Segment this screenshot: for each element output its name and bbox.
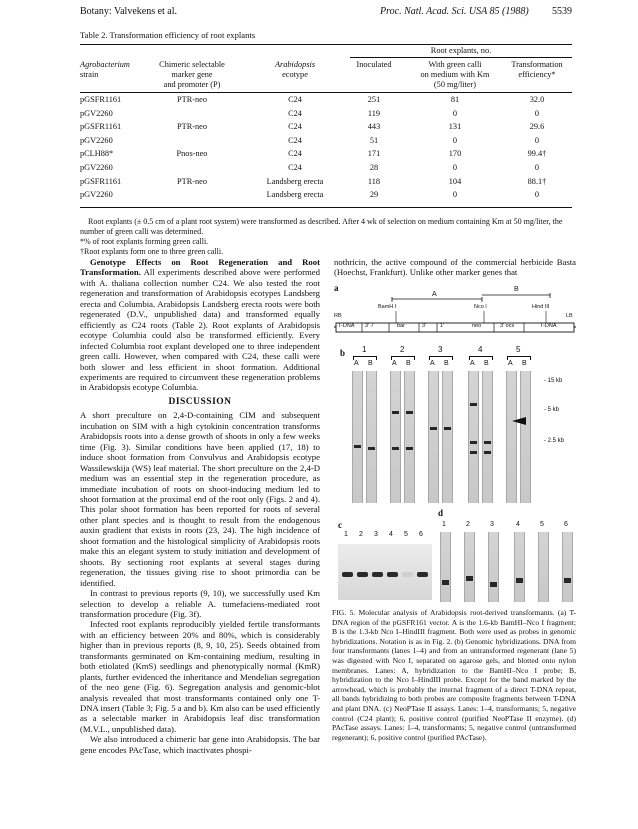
paragraph-discussion-4: We also introduced a chimeric bar gene into Arabidopsis. The bar gene encodes PAcTase, which inactivates phospi-	[80, 734, 320, 755]
table-cell: 170	[448, 149, 462, 159]
table-group-rule	[350, 57, 572, 58]
lane-probe-label: B	[522, 360, 527, 367]
pactase-spot	[564, 578, 571, 583]
pactase-lane-label: 5	[540, 521, 544, 528]
lane-probe-label: A	[354, 360, 359, 367]
blot-lane	[390, 371, 401, 503]
table-footnote-dagger: †Root explants form one to three green calli.	[80, 247, 224, 256]
table-cell: 81	[450, 95, 460, 104]
pactase-lane	[440, 532, 451, 602]
marker-2-5kb: - 2.5 kb	[544, 438, 565, 444]
figure-panel-a	[334, 285, 576, 343]
section-heading-discussion: DISCUSSION	[168, 396, 232, 407]
table-row	[80, 177, 572, 187]
panel-d-label: d	[438, 508, 444, 518]
table-cell: 88.1†	[527, 176, 547, 186]
panel-a-label: a	[334, 283, 339, 293]
paragraph-genotype: Genotype Effects on Root Regeneration and Root Transformation. All experiments described above were performed with A. thaliana collection number C24. We also tested the root regeneration and transformation of Arabidopsis ecotypes Landsberg erecta and Columbia. Arabidopsis Landsberg erecta roots were both regenerated (D.V., unpublished data) and transformed equally efficiently as C24 roots (Table 2). Root explants of Arabidopsis ecotype Columbia could also be transformed efficiently. Every infected Columbia root explant developed one to three independent green calli. However, when compared with C24, these calli were both slower and less efficient in shoot formation. Additional experiments are required to circumvent these regeneration problems in Arabidopsis ecotype Columbia.	[80, 257, 320, 393]
blot-band	[470, 403, 477, 406]
table-cell: 104	[448, 176, 462, 186]
paragraph-continued: nothricin, the active compound of the commercial herbicide Basta (Hoechst, Frankfurt). Unlike other marker genes that	[334, 257, 576, 278]
assay-lane-label: 2	[359, 531, 363, 538]
col-header-strain: Agrobacterium strain	[80, 60, 130, 79]
tdna-map	[334, 285, 576, 343]
table-cell: pGV2260	[80, 163, 113, 172]
blot-lane	[428, 371, 439, 503]
table-cell: 0	[452, 135, 458, 145]
table-row	[80, 190, 572, 200]
pactase-spot	[466, 576, 473, 581]
fragment-a-label: A	[432, 291, 437, 298]
pactase-spot	[490, 582, 497, 587]
segment-3-7: 3' 7	[365, 323, 374, 329]
pactase-lane	[538, 532, 549, 602]
pactase-lane-label: 4	[516, 521, 520, 528]
blot-band	[368, 447, 375, 450]
lane-group-label: 3	[438, 345, 443, 354]
paragraph-discussion-2: In contrast to previous reports (9, 10), we successfully used Km selection to develop a reliable A. tumefaciens-mediated root transformation procedure (Fig. 3f).	[80, 588, 320, 619]
pactase-lane-label: 6	[564, 521, 568, 528]
table-row	[80, 122, 572, 132]
table-cell: 443	[367, 122, 381, 132]
segment-tdna-left: T-DNA	[338, 323, 355, 329]
table-cell: pGSFR1161	[80, 95, 122, 104]
lane-probe-label: B	[406, 360, 411, 367]
segment-tdna-right: T-DNA	[540, 323, 557, 329]
assay-lane-label: 5	[404, 531, 408, 538]
table-notes	[80, 217, 576, 257]
marker-15kb: - 15 kb	[544, 378, 563, 384]
panel-b-label: b	[340, 348, 346, 358]
table-header-rule	[80, 92, 572, 93]
table-cell: pGV2260	[80, 135, 113, 145]
table-cell: Landsberg erecta	[266, 176, 324, 186]
blot-lane	[482, 371, 493, 503]
assay-lane-label: 1	[344, 531, 348, 538]
table-cell: 0	[534, 135, 540, 145]
blot-lane	[404, 371, 415, 503]
lane-group-label: 4	[478, 345, 483, 354]
pactase-spot	[516, 578, 523, 583]
pactase-lane	[488, 532, 499, 602]
table-cell: PTR-neo	[177, 122, 207, 132]
blot-band	[484, 451, 491, 454]
lane-probe-label: B	[368, 360, 373, 367]
bamhi-site: BamH I	[378, 304, 397, 310]
right-column	[334, 257, 576, 278]
blot-band	[392, 411, 399, 414]
assay-lane-label: 6	[419, 531, 423, 538]
table-cell: Landsberg erecta	[266, 190, 324, 200]
assay-spot	[387, 572, 398, 577]
segment-bar: bar	[397, 323, 405, 329]
table-cell: C24	[288, 163, 302, 172]
neoptase-assay-image	[338, 544, 432, 600]
table-row	[80, 95, 572, 105]
blot-lane	[352, 371, 363, 503]
figure-panel-b	[334, 345, 576, 505]
table-cell: 171	[367, 149, 381, 159]
lane-group-label: 5	[516, 345, 521, 354]
table-cell: 0	[534, 190, 540, 200]
panel-c-label: c	[338, 520, 342, 530]
pactase-lane	[562, 532, 573, 602]
table-note: Root explants (± 0.5 cm of a plant root system) were transformed as described. After 4 wk of selection on medium containing Km at 50 mg/liter, the number of green calli was determined.	[80, 217, 563, 236]
table-cell: 29.6	[529, 122, 545, 132]
pactase-lane	[464, 532, 475, 602]
blot-lane	[442, 371, 453, 503]
table-cell: 28	[369, 163, 379, 172]
blot-lane	[520, 371, 531, 503]
paragraph-discussion-1: A short preculture on 2,4-D-containing CIM and subsequent incubation on SIM with a high cytokinin concentration transforms Arabidopsis roots into a dense growth of shoots in only a few weeks time (Fig. 3). Similar conditions have been applied (17, 18) to induce shoot formation from Convulvus and Arabidopsis ecotype Wassilewskija (WS) leaf material. The short preculture on the 2,4-D medium was an essential step in the regeneration procedure, as immediate incubation of roots on shoot-inducing medium led to shoot formation at the proximal end of the root only (Figs. 2 and 4). This polar shoot formation has been reported for roots of several other plant species and is thought to result from the endogenous auxin gradient that exists in roots (23, 24). The high incidence of shoot formation and the histological simplicity of Arabidopsis roots make this an elegant system to study initiation and development of shoots. By sectioning root explants at several stages during regeneration, the tissues giving rise to shoot primordia can be identified.	[80, 410, 320, 588]
blot-band	[470, 451, 477, 454]
col-header-marker: Chimeric selectable marker gene and promoter (P)	[159, 60, 225, 89]
blot-band	[444, 427, 451, 430]
running-header	[80, 6, 572, 20]
segment-neo: neo	[472, 323, 482, 329]
col-header-ecotype: Arabidopsis ecotype	[274, 60, 316, 79]
assay-spot	[357, 572, 368, 577]
blot-band	[406, 411, 413, 414]
header-authors: Botany: Valvekens et al.	[80, 6, 178, 17]
table-cell: pGSFR1161	[80, 122, 122, 132]
marker-5kb: - 5 kb	[544, 407, 560, 413]
lane-probe-label: B	[484, 360, 489, 367]
table-cell: 51	[369, 135, 379, 145]
blot-band	[354, 445, 361, 448]
hindiii-site: Hind III	[532, 304, 550, 310]
blot-band	[406, 447, 413, 450]
lb-label: LB	[566, 313, 573, 319]
lane-probe-label: A	[392, 360, 397, 367]
ncoi-site: Nco I	[474, 304, 487, 310]
segment-1: 1'	[440, 323, 445, 329]
assay-spot	[372, 572, 383, 577]
table-cell: 118	[367, 176, 381, 186]
assay-spot	[342, 572, 353, 577]
left-column	[80, 257, 320, 755]
col-header-efficiency: Transformation efficiency*	[511, 60, 563, 79]
table-row	[80, 163, 572, 173]
table-cell: 0	[452, 190, 458, 200]
col-header-green-calli: With green calli on medium with Km (50 mg/liter)	[420, 60, 490, 89]
table-cell: 29	[369, 190, 379, 200]
blot-band	[392, 447, 399, 450]
table-cell: PTR-neo	[177, 95, 207, 104]
table-cell: 99.4†	[527, 149, 547, 159]
table-row	[80, 149, 572, 159]
table-cell: C24	[288, 122, 302, 132]
table-cell: pGSFR1161	[80, 176, 122, 186]
paragraph-discussion-3: Infected root explants reproducibly yielded fertile transformants with an efficiency between 20% and 80%, which is considerably higher than in previous reports (8, 9, 10, 25). Seeds obtained from transformants germinated on Km-containing medium, resulting in both etiolated (KmS) seedlings and phenotypically normal (KmR) plants, further evidenced the inheritance and Mendelian segregation of the neo gene (Fig. 6). Segregation analysis and genomic-blot analysis revealed that most transformants contained only one T-DNA insert (Table 3; Fig. 5 a and b). Km also can be used efficiently as a selectable marker in Arabidopsis leaf disc transformation (M.V.L., unpublished data).	[80, 619, 320, 734]
rb-label: RB	[334, 313, 342, 319]
table-cell: 32.0	[529, 95, 545, 104]
assay-spot	[417, 572, 428, 577]
table-cell: 0	[534, 108, 540, 118]
table-cell: 131	[448, 122, 462, 132]
arrowhead-icon	[512, 417, 526, 425]
pactase-lane	[514, 532, 525, 602]
blot-band	[484, 441, 491, 444]
table-cell: 119	[367, 108, 381, 118]
header-journal: Proc. Natl. Acad. Sci. USA 85 (1988)	[380, 6, 529, 17]
table-cell: C24	[288, 95, 302, 104]
segment-3: 3'	[422, 323, 427, 329]
table-row	[80, 136, 572, 146]
section-heading-genotype: Genotype Effects on Root Regeneration and Root Transformation.	[80, 257, 320, 278]
table-caption: Table 2. Transformation efficiency of root explants	[80, 30, 256, 40]
blot-band	[430, 427, 437, 430]
table-cell: PTR-neo	[177, 176, 207, 186]
table-group-header: Root explants, no.	[430, 46, 492, 55]
segment-3-ocs: 3' ocs	[500, 323, 515, 329]
table-cell: pGV2260	[80, 190, 113, 200]
table-bottom-rule	[80, 207, 572, 208]
table-cell: 0	[534, 163, 540, 172]
lane-group-label: 2	[400, 345, 405, 354]
table-cell: pCLH88*	[80, 149, 114, 159]
lane-probe-label: A	[430, 360, 435, 367]
table-row	[80, 109, 572, 119]
blot-lane	[468, 371, 479, 503]
table-footnote-asterisk: *% of root explants forming green calli.	[80, 237, 209, 246]
fragment-b-label: B	[514, 286, 519, 293]
table-top-rule	[80, 44, 572, 45]
table-cell: 0	[452, 108, 458, 118]
lane-group-label: 1	[362, 345, 367, 354]
blot-lane	[366, 371, 377, 503]
lane-probe-label: B	[444, 360, 449, 367]
lane-probe-label: A	[470, 360, 475, 367]
table-cell: C24	[288, 135, 302, 145]
table-cell: C24	[288, 108, 302, 118]
page-number: 5539	[552, 6, 572, 17]
assay-lane-label: 4	[389, 531, 393, 538]
assay-lane-label: 3	[374, 531, 378, 538]
table-cell: Pnos-neo	[176, 149, 208, 159]
pactase-spot	[442, 580, 449, 585]
pactase-lane-label: 3	[490, 521, 494, 528]
table-cell: pGV2260	[80, 108, 113, 118]
figure-panel-c-d	[334, 510, 576, 605]
pactase-lane-label: 1	[442, 521, 446, 528]
table-cell: 251	[367, 95, 381, 104]
blot-lane	[506, 371, 517, 503]
figure-caption: FIG. 5. Molecular analysis of Arabidopsis root-derived transformants. (a) T-DNA region of the pGSFR161 vector. A is the 1.6-kb BamHI–Nco I fragment; B is the 1.3-kb Nco I–HindIII fragment. Both were used as probes in genomic hybridizations. Notation is as in Fig. 2. (b) Genomic hybridizations. DNA from four transformants (lanes 1–4) and from an untransformed regenerant (lane 5) was digested with Nco I, separated on agarose gels, and blotted onto nylon membranes. Lanes: A, hybridization to the BamHI–Nco I probe; B, hybridization to the Nco I–HindIII probe. Except for the band marked by the arrowhead, which is probably the internal fragment of a direct T-DNA repeat, all bands hybridizing to both probes are composite fragments between T-DNA and plant DNA. (c) NeoPTase II assays. Lanes: 1–4, transformants; 5, negative control (C24 plant); 6, positive control (purified NeoPTase II enzyme). (d) PAcTase assays. Lanes: 1–4, transformants; 5, negative control (untransformed regenerant); 6, positive control (purified PAcTase).	[332, 608, 576, 742]
blot-band	[470, 441, 477, 444]
col-header-inoculated: Inoculated	[356, 60, 392, 69]
table-cell: 0	[452, 163, 458, 172]
assay-spot	[402, 572, 413, 577]
lane-probe-label: A	[508, 360, 513, 367]
pactase-lane-label: 2	[466, 521, 470, 528]
table-cell: C24	[288, 149, 302, 159]
